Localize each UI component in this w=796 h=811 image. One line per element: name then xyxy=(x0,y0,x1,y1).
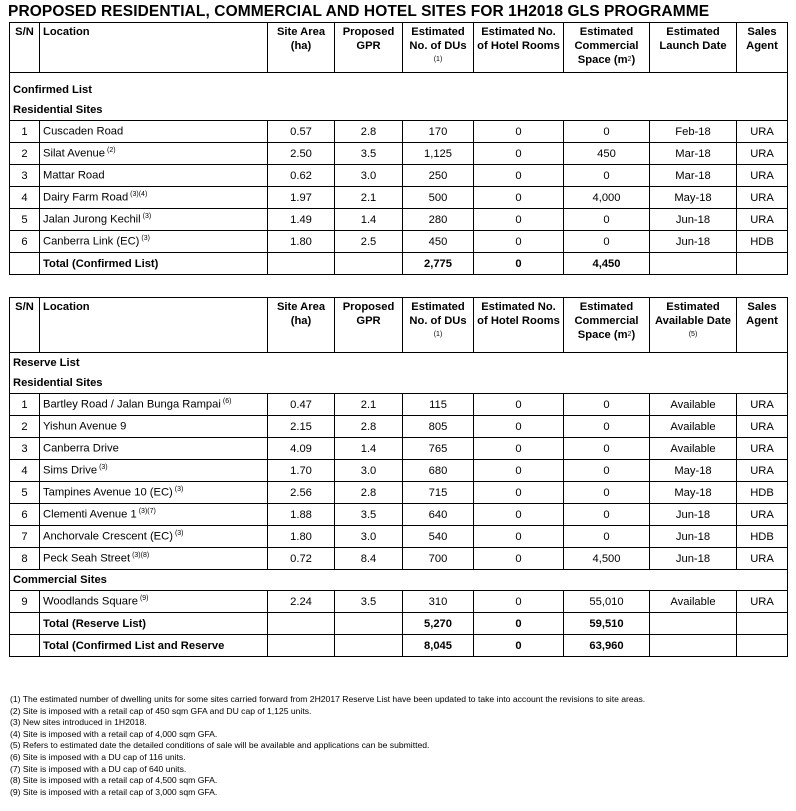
location-note: (3) xyxy=(99,464,108,472)
row-site-area: 1.80 xyxy=(268,526,335,548)
total-sn xyxy=(10,613,40,635)
row-sales-agent: URA xyxy=(737,143,788,165)
row-date: May-18 xyxy=(650,187,737,209)
table-header-row xyxy=(10,298,788,353)
header-sn: S/N xyxy=(10,23,40,73)
row-hotel-rooms: 0 xyxy=(474,165,564,187)
row-date: Available xyxy=(650,591,737,613)
row-commercial-space: 0 xyxy=(564,438,650,460)
row-location xyxy=(40,504,268,526)
row-dus: 540 xyxy=(403,526,474,548)
row-dus: 700 xyxy=(403,548,474,570)
row-site-area: 2.56 xyxy=(268,482,335,504)
row-site-area: 2.24 xyxy=(268,591,335,613)
location-name: Mattar Road xyxy=(43,169,105,182)
row-hotel-rooms: 0 xyxy=(474,526,564,548)
row-dus: 805 xyxy=(403,416,474,438)
header-gpr: Proposed GPR xyxy=(335,23,403,73)
row-sales-agent: URA xyxy=(737,416,788,438)
row-dus: 450 xyxy=(403,231,474,253)
row-sales-agent: HDB xyxy=(737,526,788,548)
location-name: Silat Avenue xyxy=(43,147,105,160)
row-commercial-space: 0 xyxy=(564,482,650,504)
footnote: (1) The estimated number of dwelling units for some sites carried forward from 2H2017 Reserve List have been updated to take into account the revisions to site areas. xyxy=(10,694,646,704)
header-commercial-space: Estimated Commercial Space (m$^2$) xyxy=(564,23,650,73)
row-date: Jun-18 xyxy=(650,526,737,548)
location-name: Yishun Avenue 9 xyxy=(43,420,127,433)
row-dus: 765 xyxy=(403,438,474,460)
row-gpr: 3.5 xyxy=(335,143,403,165)
total-dus: 2,775 xyxy=(403,253,474,275)
total-reserve-row xyxy=(10,613,788,635)
row-sales-agent: HDB xyxy=(737,231,788,253)
row-date: Available xyxy=(650,416,737,438)
location-name: Tampines Avenue 10 (EC) xyxy=(43,486,173,499)
location-note: (3) xyxy=(174,486,184,494)
location-name: Bartley Road / Jalan Bunga Rampai xyxy=(43,398,221,411)
row-site-area: 1.88 xyxy=(268,504,335,526)
total-gpr xyxy=(335,613,403,635)
location-name: Clementi Avenue 1 xyxy=(43,508,137,521)
table-row xyxy=(10,209,788,231)
row-commercial-space: 0 xyxy=(564,460,650,482)
table-row xyxy=(10,187,788,209)
total-site-area xyxy=(268,613,335,635)
row-dus: 115 xyxy=(403,394,474,416)
row-location xyxy=(40,438,268,460)
row-hotel-rooms: 0 xyxy=(474,209,564,231)
row-date: Jun-18 xyxy=(650,209,737,231)
header-hotel-rooms: Estimated No. of Hotel Rooms xyxy=(474,298,564,353)
row-gpr: 2.8 xyxy=(335,482,403,504)
total-commercial-space: 63,960 xyxy=(564,635,650,657)
row-gpr: 3.0 xyxy=(335,460,403,482)
row-gpr: 3.0 xyxy=(335,526,403,548)
header-dus: Estimated No. of DUs $^{(1)}$ xyxy=(403,298,474,353)
row-location xyxy=(40,165,268,187)
total-sales-agent xyxy=(737,253,788,275)
row-hotel-rooms: 0 xyxy=(474,504,564,526)
row-site-area: 0.72 xyxy=(268,548,335,570)
row-sn: 3 xyxy=(10,165,40,187)
row-sales-agent: URA xyxy=(737,504,788,526)
row-commercial-space: 0 xyxy=(564,526,650,548)
row-gpr: 3.0 xyxy=(335,165,403,187)
row-commercial-space: 55,010 xyxy=(564,591,650,613)
row-site-area: 0.62 xyxy=(268,165,335,187)
row-sn: 6 xyxy=(10,231,40,253)
total-date xyxy=(650,613,737,635)
location-name: Woodlands Square xyxy=(43,595,138,608)
row-dus: 170 xyxy=(403,121,474,143)
header-launch-date: Estimated Launch Date xyxy=(650,23,737,73)
row-sn: 4 xyxy=(10,187,40,209)
row-hotel-rooms: 0 xyxy=(474,591,564,613)
location-name: Canberra Drive xyxy=(43,442,119,455)
row-hotel-rooms: 0 xyxy=(474,416,564,438)
location-name: Canberra Link (EC) xyxy=(43,235,140,248)
table-row xyxy=(10,591,788,613)
table-row xyxy=(10,416,788,438)
row-sales-agent: URA xyxy=(737,121,788,143)
total-date xyxy=(650,635,737,657)
list-label: Confirmed List xyxy=(10,80,788,100)
location-name: Peck Seah Street xyxy=(43,552,131,565)
row-gpr: 3.5 xyxy=(335,504,403,526)
row-date: Mar-18 xyxy=(650,165,737,187)
row-location xyxy=(40,187,268,209)
location-note: (3) xyxy=(174,530,184,538)
row-date: May-18 xyxy=(650,460,737,482)
header-sales-agent: Sales Agent xyxy=(737,23,788,73)
row-site-area: 0.57 xyxy=(268,121,335,143)
row-gpr: 3.5 xyxy=(335,591,403,613)
total-site-area xyxy=(268,253,335,275)
row-location xyxy=(40,143,268,165)
row-site-area: 1.70 xyxy=(268,460,335,482)
row-commercial-space: 4,500 xyxy=(564,548,650,570)
total-label: Total (Confirmed List and Reserve xyxy=(40,635,268,657)
location-note: (3)(8) xyxy=(132,552,150,560)
total-confirmed-row xyxy=(10,253,788,275)
footnote: (9) Site is imposed with a retail cap of 3,000 sqm GFA. xyxy=(10,786,218,797)
location-note: (2) xyxy=(107,147,116,155)
row-hotel-rooms: 0 xyxy=(474,460,564,482)
row-site-area: 1.97 xyxy=(268,187,335,209)
row-sn: 4 xyxy=(10,460,40,482)
row-dus: 640 xyxy=(403,504,474,526)
row-hotel-rooms: 0 xyxy=(474,231,564,253)
row-dus: 1,125 xyxy=(403,143,474,165)
location-note: (3)(4) xyxy=(130,191,148,199)
row-date: May-18 xyxy=(650,482,737,504)
total-commercial-space: 4,450 xyxy=(564,253,650,275)
location-note: (3) xyxy=(142,213,152,221)
total-label: Total (Confirmed List) xyxy=(40,253,268,275)
row-location xyxy=(40,416,268,438)
row-commercial-space: 450 xyxy=(564,143,650,165)
total-commercial-space: 59,510 xyxy=(564,613,650,635)
row-location xyxy=(40,394,268,416)
location-note: (6) xyxy=(222,398,232,406)
row-dus: 715 xyxy=(403,482,474,504)
table-row xyxy=(10,231,788,253)
row-site-area: 2.50 xyxy=(268,143,335,165)
row-commercial-space: 0 xyxy=(564,394,650,416)
row-sales-agent: URA xyxy=(737,187,788,209)
footnote: (5) Refers to estimated date the detailed conditions of sale will be available and applications can be submitted. xyxy=(10,740,430,751)
row-sales-agent: HDB xyxy=(737,482,788,504)
row-commercial-space: 0 xyxy=(564,121,650,143)
row-hotel-rooms: 0 xyxy=(474,394,564,416)
table-row xyxy=(10,460,788,482)
row-gpr: 8.4 xyxy=(335,548,403,570)
total-dus: 5,270 xyxy=(403,613,474,635)
header-location: Location xyxy=(40,23,268,73)
total-all-row xyxy=(10,635,788,657)
location-note: (9) xyxy=(139,595,149,603)
location-name: Cuscaden Road xyxy=(43,125,124,138)
table-header-row xyxy=(10,23,788,73)
row-hotel-rooms: 0 xyxy=(474,187,564,209)
section-label: Residential Sites xyxy=(10,373,788,394)
row-sales-agent: URA xyxy=(737,209,788,231)
table-row xyxy=(10,165,788,187)
table-row xyxy=(10,121,788,143)
row-dus: 250 xyxy=(403,165,474,187)
total-gpr xyxy=(335,635,403,657)
row-location xyxy=(40,591,268,613)
row-location xyxy=(40,482,268,504)
row-sn: 2 xyxy=(10,416,40,438)
footnote: (2) Site is imposed with a retail cap of 450 sqm GFA and DU cap of 1,125 units. xyxy=(10,705,312,716)
total-sales-agent xyxy=(737,635,788,657)
row-sales-agent: URA xyxy=(737,165,788,187)
row-site-area: 0.47 xyxy=(268,394,335,416)
total-sales-agent xyxy=(737,613,788,635)
row-commercial-space: 0 xyxy=(564,416,650,438)
row-gpr: 1.4 xyxy=(335,438,403,460)
header-site-area: Site Area (ha) xyxy=(268,298,335,353)
row-sales-agent: URA xyxy=(737,591,788,613)
row-date: Available xyxy=(650,438,737,460)
row-hotel-rooms: 0 xyxy=(474,548,564,570)
header-sn: S/N xyxy=(10,298,40,353)
row-commercial-space: 0 xyxy=(564,504,650,526)
row-commercial-space: 0 xyxy=(564,209,650,231)
header-commercial-space: Estimated Commercial Space (m$^2$) xyxy=(564,298,650,353)
row-dus: 680 xyxy=(403,460,474,482)
table-row xyxy=(10,548,788,570)
row-hotel-rooms: 0 xyxy=(474,438,564,460)
location-note: (3)(7) xyxy=(138,508,156,516)
commercial-section-label: Commercial Sites xyxy=(10,570,788,591)
row-sn: 9 xyxy=(10,591,40,613)
row-gpr: 1.4 xyxy=(335,209,403,231)
footnote: (8) Site is imposed with a retail cap of 4,500 sqm GFA. xyxy=(10,775,218,786)
total-sn xyxy=(10,635,40,657)
row-date: Mar-18 xyxy=(650,143,737,165)
row-commercial-space: 0 xyxy=(564,165,650,187)
table-row xyxy=(10,143,788,165)
footnote: (6) Site is imposed with a DU cap of 116 units. xyxy=(10,751,186,762)
row-commercial-space: 0 xyxy=(564,231,650,253)
row-hotel-rooms: 0 xyxy=(474,143,564,165)
row-gpr: 2.5 xyxy=(335,231,403,253)
row-dus: 280 xyxy=(403,209,474,231)
footnote: (4) Site is imposed with a retail cap of 4,000 sqm GFA. xyxy=(10,728,218,739)
total-hotel-rooms: 0 xyxy=(474,635,564,657)
header-dus: Estimated No. of DUs $^{(1)}$ xyxy=(403,23,474,73)
row-date: Available xyxy=(650,394,737,416)
table-row xyxy=(10,526,788,548)
footnote: (7) Site is imposed with a DU cap of 640 units. xyxy=(10,763,187,774)
row-sn: 7 xyxy=(10,526,40,548)
row-site-area: 1.49 xyxy=(268,209,335,231)
table-row xyxy=(10,504,788,526)
row-site-area: 4.09 xyxy=(268,438,335,460)
row-sn: 5 xyxy=(10,482,40,504)
table-row xyxy=(10,482,788,504)
row-location xyxy=(40,209,268,231)
total-hotel-rooms: 0 xyxy=(474,253,564,275)
row-site-area: 2.15 xyxy=(268,416,335,438)
row-sales-agent: URA xyxy=(737,460,788,482)
header-hotel-rooms: Estimated No. of Hotel Rooms xyxy=(474,23,564,73)
footnote: (3) New sites introduced in 1H2018. xyxy=(10,717,147,728)
row-date: Jun-18 xyxy=(650,231,737,253)
document-title: PROPOSED RESIDENTIAL, COMMERCIAL AND HOTEL SITES FOR 1H2018 GLS PROGRAMME xyxy=(8,3,710,20)
row-date: Jun-18 xyxy=(650,504,737,526)
location-name: Sims Drive xyxy=(43,464,98,477)
row-dus: 310 xyxy=(403,591,474,613)
location-name: Anchorvale Crescent (EC) xyxy=(43,530,173,543)
header-available-date: Estimated Available Date $^{(5)}$ xyxy=(650,298,737,353)
total-site-area xyxy=(268,635,335,657)
header-sales-agent: Sales Agent xyxy=(737,298,788,353)
row-location xyxy=(40,121,268,143)
row-dus: 500 xyxy=(403,187,474,209)
total-sn xyxy=(10,253,40,275)
row-site-area: 1.80 xyxy=(268,231,335,253)
total-gpr xyxy=(335,253,403,275)
row-hotel-rooms: 0 xyxy=(474,482,564,504)
total-hotel-rooms: 0 xyxy=(474,613,564,635)
table-row xyxy=(10,438,788,460)
location-name: Jalan Jurong Kechil xyxy=(43,213,141,226)
total-date xyxy=(650,253,737,275)
row-location xyxy=(40,548,268,570)
row-sn: 1 xyxy=(10,121,40,143)
header-location: Location xyxy=(40,298,268,353)
row-commercial-space: 4,000 xyxy=(564,187,650,209)
confirmed-list-table xyxy=(9,22,788,275)
header-gpr: Proposed GPR xyxy=(335,298,403,353)
row-gpr: 2.1 xyxy=(335,394,403,416)
row-sn: 8 xyxy=(10,548,40,570)
section-label: Residential Sites xyxy=(10,100,788,121)
header-site-area: Site Area (ha) xyxy=(268,23,335,73)
row-sn: 6 xyxy=(10,504,40,526)
total-dus: 8,045 xyxy=(403,635,474,657)
row-gpr: 2.8 xyxy=(335,416,403,438)
location-note: (3) xyxy=(141,235,150,243)
row-sn: 1 xyxy=(10,394,40,416)
reserve-list-table xyxy=(9,297,788,657)
row-location xyxy=(40,231,268,253)
row-date: Feb-18 xyxy=(650,121,737,143)
location-name: Dairy Farm Road xyxy=(43,191,129,204)
row-sales-agent: URA xyxy=(737,394,788,416)
row-sales-agent: URA xyxy=(737,548,788,570)
row-gpr: 2.1 xyxy=(335,187,403,209)
row-sn: 3 xyxy=(10,438,40,460)
table-row xyxy=(10,394,788,416)
row-location xyxy=(40,460,268,482)
total-label: Total (Reserve List) xyxy=(40,613,268,635)
row-location xyxy=(40,526,268,548)
row-sales-agent: URA xyxy=(737,438,788,460)
list-label: Reserve List xyxy=(10,353,788,374)
row-date: Jun-18 xyxy=(650,548,737,570)
row-sn: 5 xyxy=(10,209,40,231)
row-hotel-rooms: 0 xyxy=(474,121,564,143)
footnotes xyxy=(10,694,645,798)
row-sn: 2 xyxy=(10,143,40,165)
row-gpr: 2.8 xyxy=(335,121,403,143)
